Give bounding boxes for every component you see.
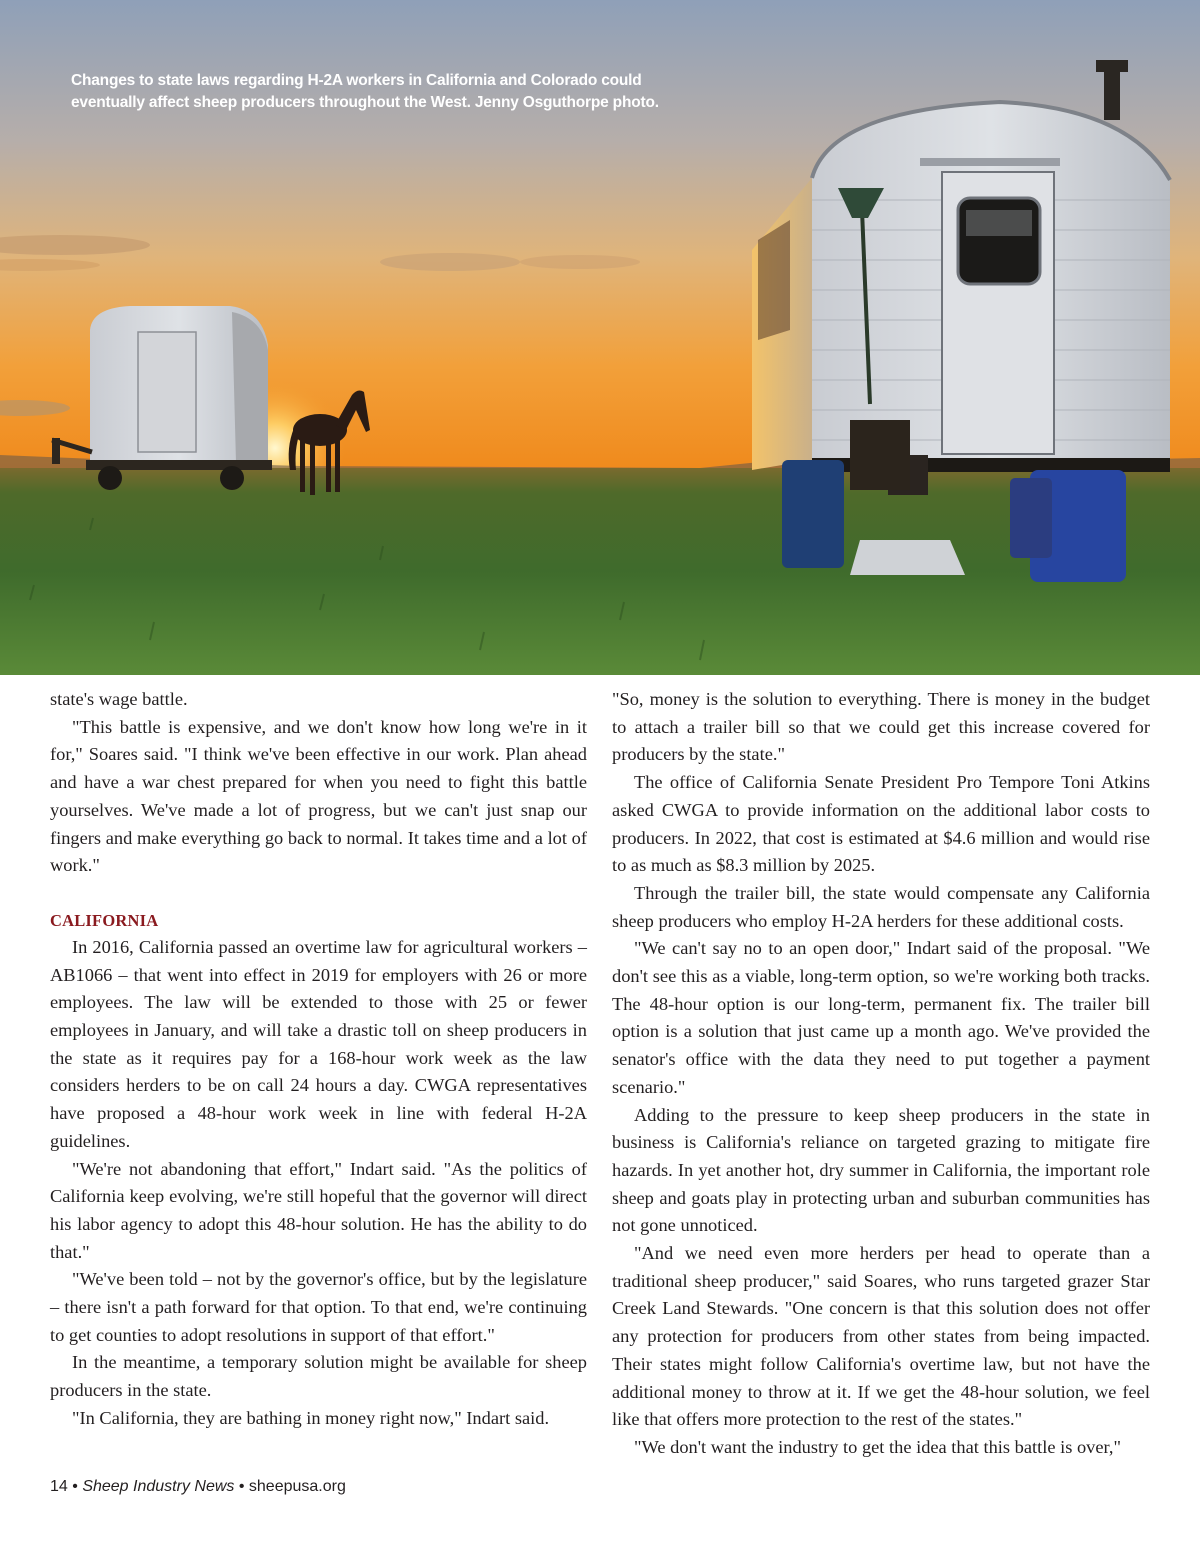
paragraph: The office of California Senate President Pro Tempore Toni Atkins asked CWGA to provide information on the additional labor costs to producers. In 2022, that cost is estimated at $4.6 million and would rise to as much as $8.3 million by 2025. — [612, 772, 1150, 876]
paragraph: "This battle is expensive, and we don't know how long we're in it for," Soares said. "I think we've been effective in our work. Plan ahead and have a war chest prepared for when you need to fight this battle yourselves. We've made a lot of progress, but we can't just snap our fingers and make everything go back to normal. It takes time and a lot of work." — [50, 716, 587, 876]
page-footer — [50, 1478, 346, 1496]
paragraph: In the meantime, a temporary solution might be available for sheep producers in the state. — [50, 1352, 587, 1401]
paragraph: state's wage battle. — [50, 689, 188, 709]
paragraph: "And we need even more herders per head to operate than a traditional sheep producer," said Soares, who runs targeted grazer Star Creek Land Stewards. "One concern is that this solution does not offer any protection for producers from other states from being impacted. Their states might follow California's overtime law, but not have the additional money to throw at it. If we get the 48-hour solution, we feel like that offers more protection to the rest of the states." — [612, 1243, 1150, 1430]
paragraph: "In California, they are bathing in money right now," Indart said. — [72, 1407, 550, 1428]
paragraph: In 2016, California passed an overtime law for agricultural workers – AB1066 – that went into effect in 2019 for employers with 26 or more employees. The law will be extended to those with 25 or fewer employees in January, and will take a drastic toll on sheep producers in the state as it requires pay for a 168-hour work week as the law considers herders to be on call 24 hours a day. CWGA representatives have proposed a 48-hour work week in line with federal H-2A guidelines. — [50, 936, 587, 1151]
paragraph: "So, money is the solution to everything. There is money in the budget to attach a trailer bill so that we could get this increase covered for producers by the state." — [612, 689, 1150, 765]
section-heading-california: CALIFORNIA — [50, 910, 159, 930]
paragraph: Adding to the pressure to keep sheep producers in the state in business is California's reliance on targeted grazing to mitigate fire hazards. In yet another hot, dry summer in California, the important role sheep and goats play in protecting urban and suburban communities has not gone unnoticed. — [612, 1104, 1150, 1236]
sheep-wagon-photo — [0, 0, 1200, 675]
spacer — [50, 880, 587, 907]
paragraph: "We're not abandoning that effort," Indart said. "As the politics of California keep evolving, we're still hopeful that the governor will direct his labor agency to adopt this 48-hour solution. He has the ability to do that." — [50, 1158, 587, 1262]
right-column — [612, 686, 1150, 1462]
paragraph: "We don't want the industry to get the idea that this battle is over," — [634, 1436, 1122, 1457]
paragraph: "We've been told – not by the governor's office, but by the legislature – there isn't a path forward for that option. To that end, we're continuing to get counties to adopt resolutions in support of that effort." — [50, 1269, 587, 1345]
photo-caption — [71, 70, 711, 114]
website-url: sheepusa.org — [248, 1478, 346, 1495]
footer-bullet: • — [72, 1478, 78, 1495]
footer-bullet: • — [238, 1478, 245, 1495]
paragraph: Through the trailer bill, the state would compensate any California sheep producers who employ H-2A herders for these additional costs. — [612, 882, 1150, 931]
page-number: 14 — [50, 1478, 68, 1495]
publication-name: Sheep Industry News — [82, 1478, 235, 1495]
left-column — [50, 686, 587, 1433]
paragraph: "We can't say no to an open door," Indart said of the proposal. "We don't see this as a viable, long-term option, so we're working both tracks. The 48-hour option is our long-term, permanent fix. The trailer bill option is a solution that just came up a month ago. We've provided the senator's office with the data they need to put together a payment scenario." — [612, 938, 1150, 1097]
photo-caption-text: Changes to state laws regarding H-2A workers in California and Colorado could eventually affect sheep producers throughout the West. Jenny Osguthorpe photo. — [71, 72, 659, 111]
